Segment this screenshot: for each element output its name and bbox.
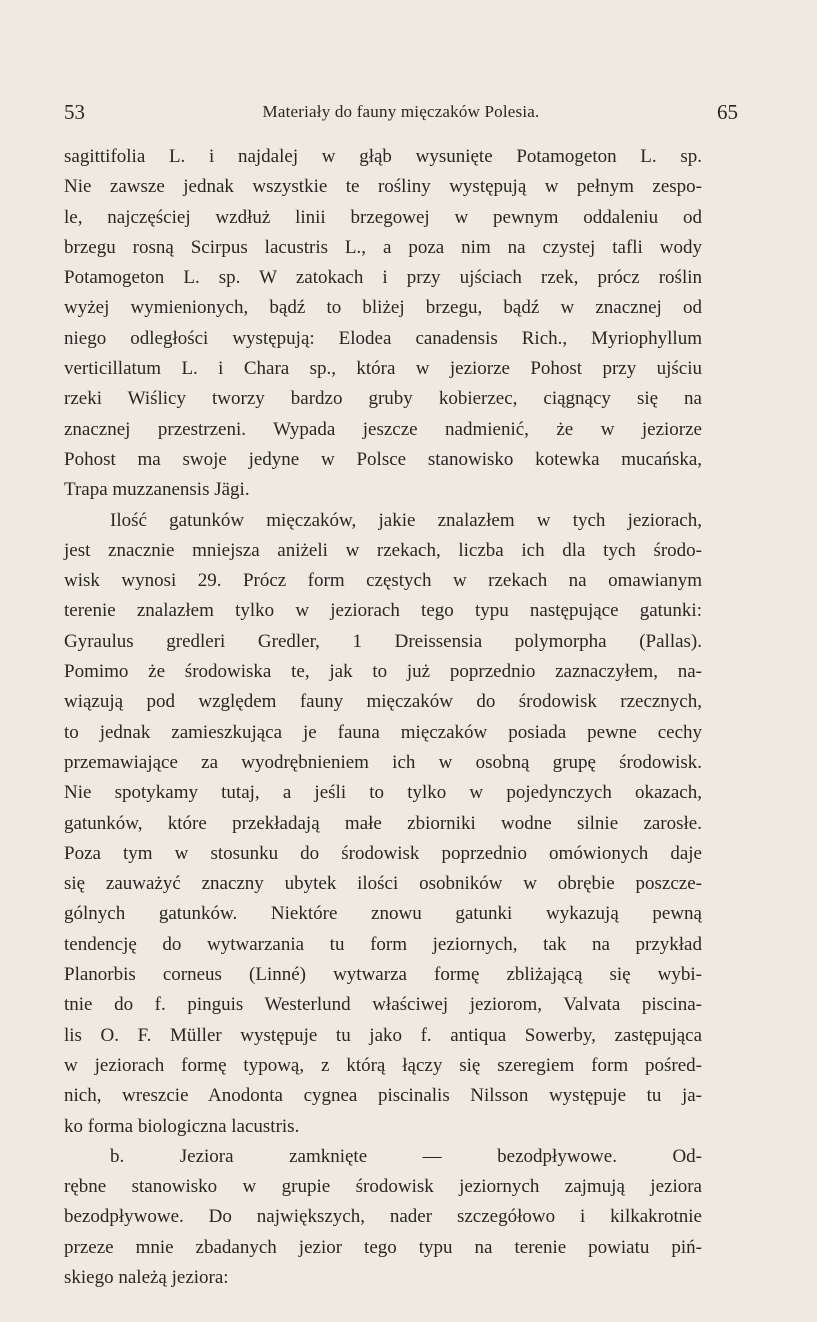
- text-line: Planorbis corneus (Linné) wytwarza formę zbliżającą się wybi-: [64, 964, 702, 986]
- text-line: rzeki Wiślicy tworzy bardzo gruby kobierzec, ciągnący się na: [64, 388, 702, 410]
- text-line: to jednak zamieszkująca je fauna mięczaków posiada pewne cechy: [64, 721, 702, 743]
- text-line: skiego należą jeziora:: [64, 1266, 229, 1288]
- text-line: przeze mnie zbadanych jezior tego typu na terenie powiatu piń-: [64, 1236, 702, 1258]
- text-line: Pohost ma swoje jedyne w Polsce stanowisko kotewka mucańska,: [64, 448, 702, 470]
- text-line: wisk wynosi 29. Prócz form częstych w rzekach na omawianym: [64, 570, 702, 592]
- text-line: tnie do f. pinguis Westerlund właściwej jeziorom, Valvata piscina-: [64, 994, 702, 1016]
- text-line: przemawiające za wyodrębnieniem ich w osobną grupę środowisk.: [64, 751, 702, 773]
- text-line: Potamogeton L. sp. W zatokach i przy ujściach rzek, prócz roślin: [64, 267, 702, 289]
- text-line: Nie spotykamy tutaj, a jeśli to tylko w pojedynczych okazach,: [64, 782, 702, 804]
- text-line: le, najczęściej wzdłuż linii brzegowej w pewnym oddaleniu od: [64, 206, 702, 228]
- page-header: [64, 98, 738, 128]
- text-line: terenie znalazłem tylko w jeziorach tego typu następujące gatunki:: [64, 600, 702, 622]
- running-title: Materiały do fauny mięczaków Polesia.: [262, 102, 540, 121]
- text-line: Gyraulus gredleri Gredler, 1 Dreissensia polymorpha (Pallas).: [64, 630, 702, 652]
- text-line: bezodpływowe. Do największych, nader szczegółowo i kilkakrotnie: [64, 1206, 702, 1228]
- text-line: nich, wreszcie Anodonta cygnea piscinalis Nilsson występuje tu ja-: [64, 1085, 702, 1107]
- paragraph-first-line: Ilość gatunków mięczaków, jakie znalazłem w tych jeziorach,: [110, 509, 702, 531]
- text-line: jest znacznie mniejsza aniżeli w rzekach, liczba ich dla tych środo-: [64, 539, 702, 561]
- text-line: rębne stanowisko w grupie środowisk jeziornych zajmują jeziora: [64, 1176, 702, 1198]
- text-line: wiązują pod względem fauny mięczaków do środowisk rzecznych,: [64, 691, 702, 713]
- text-line: niego odległości występują: Elodea canadensis Rich., Myriophyllum: [64, 327, 702, 349]
- text-line: się zauważyć znaczny ubytek ilości osobników w obrębie poszcze-: [64, 873, 702, 895]
- text-line: w jeziorach formę typową, z którą łączy się szeregiem form pośred-: [64, 1054, 702, 1076]
- text-line: lis O. F. Müller występuje tu jako f. antiqua Sowerby, zastępująca: [64, 1024, 702, 1046]
- text-line: sagittifolia L. i najdalej w głąb wysunięte Potamogeton L. sp.: [64, 146, 702, 167]
- section-heading-line: b. Jeziora zamknięte — bezodpływowe. Od-: [110, 1145, 702, 1167]
- text-line: Trapa muzzanensis Jägi.: [64, 479, 250, 501]
- text-line: brzegu rosną Scirpus lacustris L., a poza nim na czystej tafli wody: [64, 236, 702, 258]
- text-line: gólnych gatunków. Niektóre znowu gatunki wykazują pewną: [64, 903, 702, 925]
- page-number-left: 53: [64, 100, 85, 124]
- text-line: tendencję do wytwarzania tu form jeziornych, tak na przykład: [64, 933, 702, 955]
- text-line: znacznej przestrzeni. Wypada jeszcze nadmienić, że w jeziorze: [64, 418, 702, 440]
- text-line: Poza tym w stosunku do środowisk poprzednio omówionych daje: [64, 842, 702, 864]
- text-line: Pomimo że środowiska te, jak to już poprzednio zaznaczyłem, na-: [64, 661, 702, 683]
- text-line: wyżej wymienionych, bądź to bliżej brzegu, bądź w znacznej od: [64, 297, 702, 319]
- text-line: Nie zawsze jednak wszystkie te rośliny występują w pełnym zespo-: [64, 176, 702, 198]
- text-line: gatunków, które przekładają małe zbiorniki wodne silnie zarosłe.: [64, 812, 702, 834]
- text-line: ko forma biologiczna lacustris.: [64, 1115, 300, 1137]
- page-number-right: 65: [717, 100, 738, 124]
- body-text: [64, 142, 702, 1293]
- text-line: verticillatum L. i Chara sp., która w jeziorze Pohost przy ujściu: [64, 358, 702, 380]
